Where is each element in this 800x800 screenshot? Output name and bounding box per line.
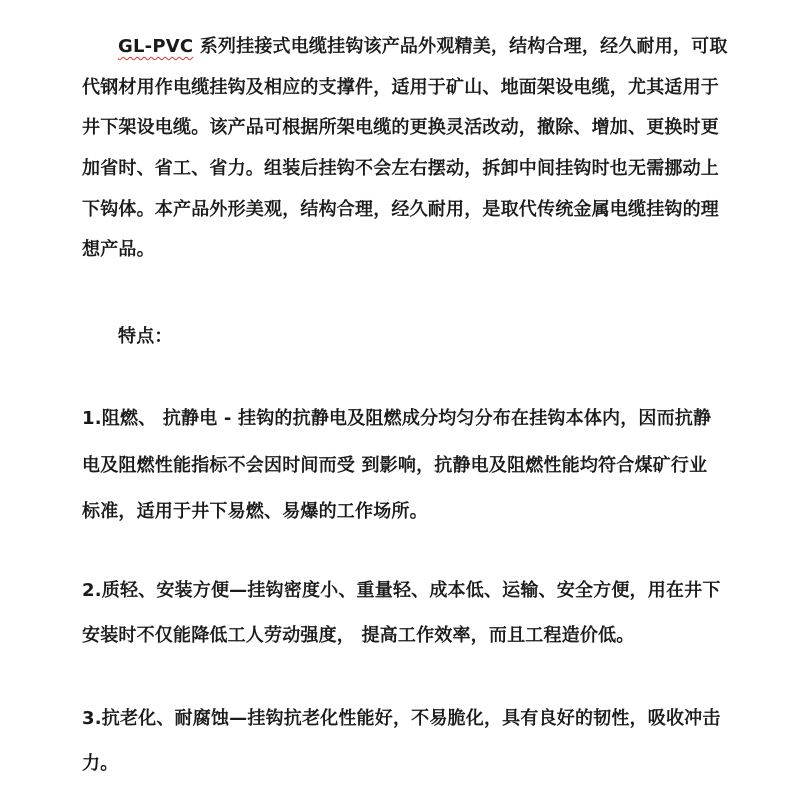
feature-1-paragraph (82, 396, 722, 536)
feature-2-line: 安装时不仅能降低工人劳动强度， 提高工作效率，而且工程造价低。 (82, 625, 635, 646)
feature-3-line: 3.抗老化、耐腐蚀—挂钩抗老化性能好，不易脆化，具有良好的韧性，吸收冲击 (82, 708, 721, 729)
intro-paragraph (82, 27, 728, 271)
feature-2-paragraph (82, 568, 722, 658)
intro-line: 代钢材用作电缆挂钩及相应的支撑件，适用于矿山、地面架设电缆，尤其适用于 (82, 76, 719, 98)
intro-line: 下钩体。本产品外形美观，结构合理，经久耐用，是取代传统金属电缆挂钩的理 (82, 198, 719, 220)
feature-3-line: 力。 (82, 753, 119, 774)
feature-3-paragraph (82, 696, 722, 786)
feature-1-line: 1.阻燃、 抗静电 - 挂钩的抗静电及阻燃成分均匀分布在挂钩本体内，因而抗静 (82, 408, 712, 429)
features-heading: 特点： (118, 326, 173, 347)
brand-name: GL-PVC (118, 36, 194, 57)
feature-2-line: 2.质轻、安装方便—挂钩密度小、重量轻、成本低、运输、安全方便，用在井下 (82, 580, 721, 601)
intro-line-text: 系列挂接式电缆挂钩该产品外观精美，结构合理，经久耐用，可取 (193, 36, 728, 57)
feature-1-line: 标准，适用于井下易燃、易爆的工作场所。 (82, 501, 428, 522)
intro-line: 加省时、省工、省力。组装后挂钩不会左右摆动，拆卸中间挂钩时也无需挪动上 (82, 158, 719, 180)
intro-line: 井下架设电缆。该产品可根据所架电缆的更换灵活改动，撤除、增加、更换时更 (82, 117, 719, 139)
intro-line: 想产品。 (82, 239, 155, 261)
features-heading-block (82, 319, 722, 355)
feature-1-line: 电及阻燃性能指标不会因时间而受 到影响，抗静电及阻燃性能均符合煤矿行业 (82, 454, 708, 476)
intro-line (82, 27, 728, 68)
